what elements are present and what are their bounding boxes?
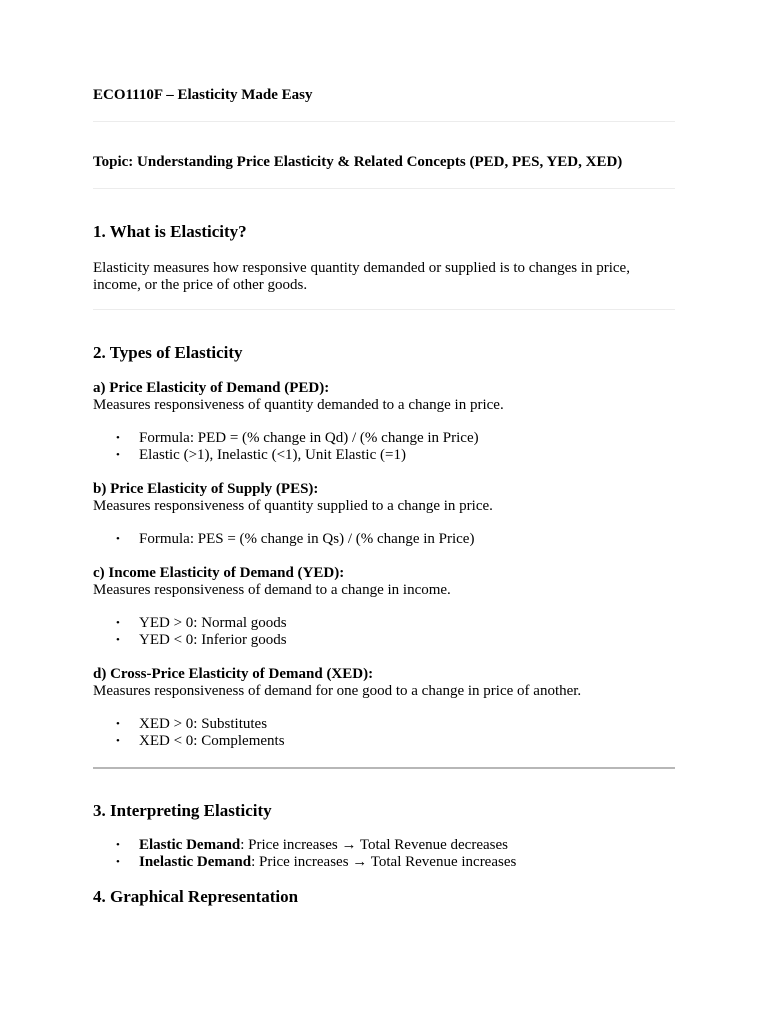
yed-bullet-list [93,615,287,649]
term: Elastic Demand [139,837,241,853]
section-1-heading: 1. What is Elasticity? [93,222,247,241]
topic-line: Topic: Understanding Price Elasticity & Related Concepts (PED, PES, YED, XED) [93,154,623,170]
bullet-icon: • [116,856,120,868]
bullet-icon: • [116,839,120,851]
ped-bullet-list [93,430,479,464]
interpretation-bullet-list [93,837,516,871]
list-item: • XED > 0: Substitutes [116,716,268,732]
list-item: • Elastic Demand: Price increases → Total Revenue decreases [116,837,508,853]
list-item: • Inelastic Demand: Price increases → Total Revenue increases [116,854,517,870]
term: Inelastic Demand [139,854,252,870]
list-item: • YED < 0: Inferior goods [116,632,287,648]
ped-title: a) Price Elasticity of Demand (PED): [93,380,330,396]
divider [93,121,675,122]
ped-description: Measures responsiveness of quantity demanded to a change in price. [93,397,504,413]
bullet-icon: • [116,634,120,646]
section-1-body-line: Elasticity measures how responsive quantity demanded or supplied is to changes in price, [93,260,630,276]
pes-bullet-list [93,531,474,548]
pes-block [93,481,675,515]
bullet-icon: • [116,533,120,545]
divider [93,188,675,189]
divider [93,309,675,310]
xed-bullet-list [93,716,285,750]
pes-title: b) Price Elasticity of Supply (PES): [93,481,319,497]
section-1-body-line: income, or the price of other goods. [93,277,308,293]
yed-title: c) Income Elasticity of Demand (YED): [93,565,345,581]
section-divider [93,767,675,769]
bullet-icon: • [116,449,120,461]
bullet-icon: • [116,617,120,629]
list-item: • Formula: PED = (% change in Qd) / (% change in Price) [116,430,479,446]
list-item: • XED < 0: Complements [116,733,285,749]
list-item: • Formula: PES = (% change in Qs) / (% change in Price) [116,531,475,547]
yed-block [93,565,675,599]
list-item: • Elastic (>1), Inelastic (<1), Unit Elastic (=1) [116,447,406,463]
list-item: • YED > 0: Normal goods [116,615,287,631]
section-1-body [93,260,675,294]
xed-title: d) Cross-Price Elasticity of Demand (XED): [93,666,374,682]
yed-description: Measures responsiveness of demand to a change in income. [93,582,451,598]
xed-block [93,666,675,700]
ped-block [93,380,675,414]
bullet-icon: • [116,718,120,730]
section-2-heading: 2. Types of Elasticity [93,343,243,362]
pes-description: Measures responsiveness of quantity supplied to a change in price. [93,498,493,514]
section-3-heading: 3. Interpreting Elasticity [93,801,272,820]
xed-description: Measures responsiveness of demand for one good to a change in price of another. [93,683,582,699]
bullet-icon: • [116,432,120,444]
course-title: ECO1110F – Elasticity Made Easy [93,87,313,103]
bullet-icon: • [116,735,120,747]
section-4-heading: 4. Graphical Representation [93,887,299,906]
